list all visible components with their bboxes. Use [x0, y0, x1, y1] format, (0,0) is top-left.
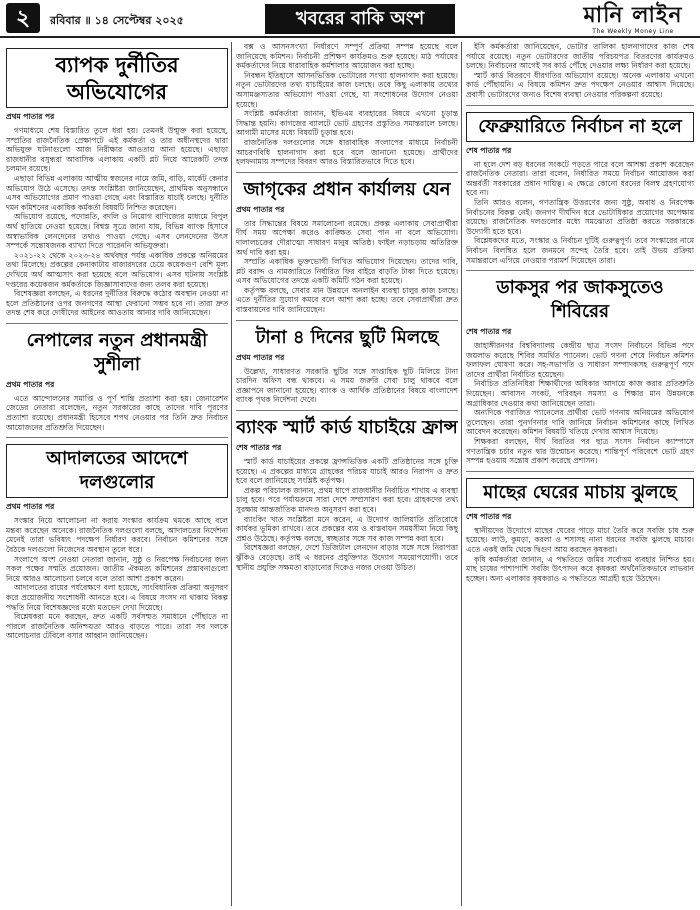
story-headline: টানা ৪ দিনের ছুটি মিলছে [255, 326, 439, 348]
story-divider [6, 437, 228, 438]
story-divider [6, 323, 228, 324]
story-headline: মাছের ঘেরের মাচায় ঝুলছে [466, 478, 694, 508]
story-headline: ডাকসুর পর জাকসুতেও শিবিরের [496, 277, 664, 323]
story-continued [236, 42, 458, 167]
story-body [236, 457, 458, 572]
story-byline: প্রথম পাতার পর [236, 204, 285, 214]
logo-tagline: The Weekly Money Line [592, 28, 674, 35]
story-divider [466, 270, 694, 271]
story-headline: নেপালের নতুন প্রধানমন্ত্রী সুশীলা [26, 329, 208, 375]
story-nepal [6, 329, 228, 432]
paragraph: স্থানীয়দের উদ্যোগে মাছের ঘেরের পাড়ে মাচা তৈরি করে সবজি চাষ শুরু হয়েছে। লাউ, কুমড়া, করলা ও শসাসহ নানা ধরনের সবজি ঝুলছে মাচায়। এতে একই জমি থেকে দ্বিগুণ আয় করছেন কৃষকরা। [466, 525, 694, 554]
paragraph: বিশেষজ্ঞরা বলছেন, দেশে ডিজিটাল লেনদেন বাড়ার সঙ্গে সঙ্গে নিরাপত্তা ঝুঁকিও বেড়েছে। তাই এ ধরনের প্রযুক্তিগত উদ্যোগ সময়োপযোগী। তবে স্থানীয় প্রযুক্তি সক্ষমতা বাড়ানোর দিকেও নজর দেওয়া উচিত। [236, 543, 458, 572]
paragraph: অন্যদিকে পরাজিত প্যানেলের প্রার্থীরা ভোট গণনায় অনিয়মের অভিযোগ তুলেছেন। তারা পুনর্গণনার দাবি জানিয়ে নির্বাচন কমিশনের কাছে লিখিত আবেদন করেছেন। কমিশন বিষয়টি খতিয়ে দেখার আশ্বাস দিয়েছে। [466, 408, 694, 437]
story-divider [236, 320, 458, 321]
story-court [6, 444, 228, 641]
paragraph: ২০২১-২২ থেকে ২০২৩-২৪ অর্থবছর পর্যন্ত একাধিক প্রকল্পে অনিয়মের তথ্য মিলেছে। প্রকল্পের কেনাকাটায় বাজারদরের চেয়ে কয়েকগুণ বেশি মূল্য দেখিয়ে অর্থ আত্মসাৎ করা হয়েছে বলে অভিযোগ। এসব ঘটনায় সংশ্লিষ্ট দপ্তরের কয়েকজন কর্মকর্তাকে জিজ্ঞাসাবাদের জন্য তলব করা হয়েছে। [6, 250, 228, 289]
story-headline: ব্যাংক স্মার্ট কার্ড যাচাইয়ে ফ্রান্স [236, 417, 458, 439]
story-body [6, 516, 228, 641]
story-jucsu [466, 276, 694, 466]
page-number: ২ [6, 3, 40, 33]
story-divider [466, 105, 694, 106]
paragraph: সংলাপে অংশ নেওয়া নেতারা জানান, সুষ্ঠু ও নিরপেক্ষ নির্বাচনের জন্য সকল পক্ষের সম্মতি প্রয়োজন। জাতীয় ঐকমত্য কমিশনের প্রস্তাবনাগুলো নিয়ে আরও আলোচনা চলবে বলে তারা আশা প্রকাশ করেন। [6, 554, 228, 583]
story-jagrik [236, 178, 458, 315]
story-byline: শেষ পাতার পর [466, 327, 512, 337]
story-body [6, 394, 228, 432]
page-header [0, 0, 700, 38]
paragraph: এতে আন্দোলনের সমাপ্তি ও পূর্ণ শান্তি প্রত্যাশা করা হয়। জেনারেশন জেডের নেতারা বলেছেন, নতুন সরকারের কাছে তাদের দাবি পূরণের প্রত্যাশা রয়েছে। প্রধানমন্ত্রী হিসেবে শপথ নেওয়ার পর তিনি দ্রুত নির্বাচন আয়োজনের প্রতিশ্রুতি দিয়েছেন। [6, 393, 228, 432]
story-byline: প্রথম পাতার পর [6, 112, 55, 121]
column-3 [466, 42, 694, 906]
story-body [236, 219, 458, 315]
story-february-election [466, 112, 694, 266]
story-byline: শেষ পাতার পর [466, 511, 512, 521]
paragraph: কৃষি কর্মকর্তারা জানান, এ পদ্ধতিতে জমির সর্বোত্তম ব্যবহার নিশ্চিত হয়। মাছ চাষের পাশাপাশি সবজি উৎপাদন করে কৃষকরা অর্থনৈতিকভাবে লাভবান হচ্ছেন। অন্য এলাকার কৃষকরাও এ পদ্ধতিতে আগ্রহী হয়ে উঠছেন। [466, 554, 694, 583]
story-body [6, 126, 228, 318]
paragraph: জাহাঙ্গীরনগর বিশ্ববিদ্যালয় কেন্দ্রীয় ছাত্র সংসদ নির্বাচনে বিভিন্ন পদে জয়লাভ করেছে শিবির সমর্থিত প্যানেল। ভোট গণনা শেষে নির্বাচন কমিশন ফলাফল ঘোষণা করে। সহ-সভাপতি ও সাধারণ সম্পাদকসহ গুরুত্বপূর্ণ পদে তাদের প্রার্থীরা নির্বাচিত হয়েছেন। [466, 341, 694, 379]
story-byline: শেষ পাতার পর [466, 145, 512, 155]
story-body [466, 341, 694, 466]
story-corruption [6, 48, 228, 318]
paragraph: তার সিদ্ধান্তের বিষয়ে সমালোচনা রয়েছে। প্রকল্প এলাকায় সেবাপ্রার্থীরা দীর্ঘ সময় অপেক্ষা করেও কাঙ্ক্ষিত সেবা পান না বলে অভিযোগ। দালালচক্রের দৌরাত্ম্যে সাধারণ মানুষ অতিষ্ঠ। ফাইল নড়াচড়ায় অতিরিক্ত অর্থ দাবি করা হয়। [236, 218, 458, 257]
paragraph: কর্তৃপক্ষ বলছে, সেবার মান উন্নয়নে অনলাইন ব্যবস্থা চালুর কাজ চলছে। এতে দুর্নীতির সুযোগ কমবে বলে আশা করা হচ্ছে। তবে সেবাপ্রার্থীরা দ্রুত বাস্তবায়নের দাবি জানিয়েছেন। [236, 285, 458, 315]
paragraph: নিবন্ধন ইতিহাসে আসনভিত্তিক ভোটারের সংখ্যা হালনাগাদ করা হয়েছে। নতুন ভোটারদের তথ্য যাচাইয়ের কাজ চলছে। তবে কিছু এলাকায় তথ্যের অসামঞ্জস্যতার অভিযোগ পাওয়া গেছে, যা সংশোধনের উদ্যোগ নেওয়া হয়েছে। [236, 70, 458, 109]
story-byline: প্রথম পাতার পর [236, 352, 285, 362]
story-divider [236, 172, 458, 173]
paragraph: ইসি কর্মকর্তারা জানিয়েছেন, ভোটার তালিকা হালনাগাদের কাজ শেষ পর্যায়ে রয়েছে। নতুন ভোটারদের জাতীয় পরিচয়পত্র বিতরণের কার্যক্রমও চলছে। নির্বাচনের আগেই সব কার্ড পৌঁছে দেওয়ার লক্ষ্য নির্ধারণ করা হয়েছে। [466, 42, 694, 71]
paragraph: তিনি আরও বলেন, গণতান্ত্রিক উত্তরণের জন্য সুষ্ঠু, অবাধ ও নিরপেক্ষ নির্বাচনের বিকল্প নেই। জনগণ দীর্ঘদিন ধরে ভোটাধিকার প্রয়োগের অপেক্ষায় রয়েছে। রাজনৈতিক দলগুলোর মধ্যে সমঝোতা প্রতিষ্ঠা করতে সরকারকে উদ্যোগী হতে হবে। [466, 197, 694, 236]
story-holiday [236, 326, 458, 405]
paragraph: রাজনৈতিক দলগুলোর সঙ্গে ধারাবাহিক সংলাপের মাধ্যমে নির্বাচনী আচরণবিধি হালনাগাদ করা হবে বলে জানানো হয়েছে। প্রার্থীদের হলফনামায় সম্পদের বিবরণ আরও বিস্তারিতভাবে দিতে হবে। [236, 137, 458, 167]
column-1 [6, 42, 228, 906]
logo-text: মানি লাইন [583, 2, 683, 28]
story-headline: জাগৃকের প্রধান কার্যালয় যেন [243, 178, 451, 200]
story-headline: ব্যাপক দুর্নীতির অভিযোগের [6, 48, 228, 108]
story-body [236, 42, 458, 167]
column-rule [231, 42, 232, 906]
story-smart-card [236, 416, 458, 572]
paragraph: না হলে দেশ বড় ধরনের সংকটে পড়তে পারে বলে আশঙ্কা প্রকাশ করেছেন রাজনৈতিক নেতারা। তারা বলেন, নির্ধারিত সময়ে নির্বাচন আয়োজন করা অন্তর্বর্তী সরকারের প্রধান দায়িত্ব। এ ক্ষেত্রে কোনো ধরনের বিলম্ব গ্রহণযোগ্য হবে না। [466, 159, 694, 198]
paragraph: এছাড়া বিভিন্ন এলাকায় আত্মীয় স্বজনের নামে জমি, বাড়ি, মার্কেট কেনার অভিযোগ উঠে এসেছে। তদন্ত সংশ্লিষ্টরা জানিয়েছেন, প্রাথমিক অনুসন্ধানে এসব অভিযোগের প্রমাণ পাওয়া গেছে এবং বিস্তারিত যাচাই চলছে। দুর্নীতি দমন কমিশনের একাধিক কর্মকর্তা বিষয়টি নিশ্চিত করেছেন। [6, 173, 228, 212]
paragraph: স্মার্ট কার্ড যাচাইয়ের প্রকল্পে ফ্রান্সভিত্তিক একটি প্রতিষ্ঠানের সঙ্গে চুক্তি হয়েছে। এ প্রকল্পের মাধ্যমে গ্রাহকের পরিচয় যাচাই আরও নিরাপদ ও দ্রুত হবে বলে জানিয়েছে সংশ্লিষ্ট কর্তৃপক্ষ। [236, 457, 458, 486]
story-fish-farm [466, 478, 694, 584]
section-title: খবরের বাকি অংশ [265, 4, 455, 34]
story-body [466, 160, 694, 266]
paragraph: সংস্কার নিয়ে আলোচনা না করায় সংস্কার কার্যক্রম থমকে আছে বলে মন্তব্য করেছেন অনেকে। রাজনৈতিক দলগুলো বলছে, আদালতের নির্দেশনা মেনেই তারা ভবিষ্যৎ পদক্ষেপ নির্ধারণ করবে। নির্বাচন কমিশনের সঙ্গে বৈঠকে দলগুলো নিজেদের অবস্থান তুলে ধরে। [6, 516, 228, 555]
story-byline: প্রথম পাতার পর [6, 502, 55, 512]
story-headline: ফেব্রুয়ারিতে নির্বাচন না হলে [466, 112, 694, 142]
paragraph: গণমাধ্যমে শেষ বিস্তারিত তুলে ধরা হয়। তেমনই উন্মুক্ত করা হয়েছে, সম্প্রতির রাজনৈতিক প্রেক্ষাপটে এই কর্মকর্তা ও তার অধীনস্থদের দ্বারা অভিযুক্ত ঘটনাগুলো আজ নিরীক্ষার আওতায় আনা হয়েছে। এছাড়া রাজধানীর বসুন্ধরা আবাসিক এলাকায় একটি প্লট নিয়ে আরেকটি তদন্ত চলমান রয়েছে। [6, 126, 228, 174]
paragraph: বক্স ও আসনসংখ্যা নির্ধারণে সম্পূর্ণ প্রক্রিয়া সম্পন্ন হয়েছে বলে জানিয়েছে কমিশন। নির্বাচনী প্রশিক্ষণ কার্যক্রমও শুরু হয়েছে। মাঠ পর্যায়ের কর্মকর্তাদের নিয়ে ধারাবাহিক কর্মশালার আয়োজন করা হচ্ছে। [236, 42, 458, 71]
issue-date: রবিবার ॥ ১৪ সেপ্টেম্বর ২০২৫ [50, 14, 184, 27]
column-2 [236, 42, 458, 906]
story-headline: আদালতের আদেশে দলগুলোর [6, 444, 228, 498]
paragraph: সম্প্রতি একাধিক ভুক্তভোগী লিখিত অভিযোগ দিয়েছেন। তাদের দাবি, প্লট বরাদ্দ ও নামজারিতে নির্ধারিত ফির বাইরে বাড়তি টাকা দিতে হয়েছে। এসব অভিযোগের তদন্তে একটি কমিটি গঠন করা হয়েছে। [236, 257, 458, 286]
paragraph: বিশেষজ্ঞরা বলছেন, এ ধরনের দুর্নীতির বিরুদ্ধে কঠোর অবস্থান নেওয়া না হলে প্রতিষ্ঠানের ওপর জনগণের আস্থা ফেরানো সম্ভব হবে না। তারা দ্রুত তদন্ত শেষ করে দোষীদের আইনের আওতায় আনার দাবি জানিয়েছেন। [6, 289, 228, 318]
paragraph: স্মার্ট কার্ড বিতরণে ধীরগতির অভিযোগ রয়েছে। অনেক এলাকায় এখনো কার্ড পৌঁছায়নি। এ বিষয়ে কমিশন দ্রুত পদক্ষেপ নেওয়ার আশ্বাস দিয়েছে। প্রবাসী ভোটারদের জন্যও বিশেষ ব্যবস্থা নেওয়ার পরিকল্পনা রয়েছে। [466, 70, 694, 99]
paragraph: নির্বাচিত প্রতিনিধিরা শিক্ষার্থীদের অধিকার আদায়ে কাজ করার প্রতিশ্রুতি দিয়েছেন। আবাসন সংকট, পরিবহন সমস্যা ও শিক্ষার মান উন্নয়নকে অগ্রাধিকার দেওয়ার কথা জানিয়েছেন তারা। [466, 379, 694, 408]
story-byline: প্রথম পাতার পর [6, 379, 55, 389]
story-divider [466, 471, 694, 472]
story-body [466, 42, 694, 100]
paragraph: শিক্ষকরা বলছেন, দীর্ঘ বিরতির পর ছাত্র সংসদ নির্বাচন ক্যাম্পাসে গণতান্ত্রিক চর্চার নতুন দ্বার উন্মোচন করেছে। শান্তিপূর্ণ পরিবেশে ভোট গ্রহণ সম্পন্ন হওয়ায় সন্তোষ প্রকাশ করেছে প্রশাসন। [466, 437, 694, 466]
paragraph: আদালতের রায়ের পর্যবেক্ষণে বলা হয়েছে, সাংবিধানিক প্রক্রিয়া অনুসরণ করে প্রয়োজনীয় সংশোধনী আনতে হবে। এ বিষয়ে সংসদ না থাকায় বিকল্প পদ্ধতি নিয়ে বিশেষজ্ঞদের মধ্যে মতভেদ দেখা দিয়েছে। [6, 583, 228, 612]
story-body [466, 526, 694, 584]
paragraph: উল্লেখ্য, সাধারণত সরকারি ছুটির সঙ্গে সাপ্তাহিক ছুটি মিলিয়ে টানা চারদিন অফিস বন্ধ থাকবে। এ সময় জরুরি সেবা চালু থাকবে বলে প্রজ্ঞাপনে জানানো হয়েছে। ব্যাংক ও আর্থিক প্রতিষ্ঠানের বিষয়ে বাংলাদেশ ব্যাংক পৃথক নির্দেশনা দেবে। [236, 366, 458, 405]
paragraph: ব্যাংকিং খাত সংশ্লিষ্টরা মনে করেন, এ উদ্যোগ জালিয়াতি প্রতিরোধে কার্যকর ভূমিকা রাখবে। তবে প্রকল্পের ব্যয় ও বাস্তবায়ন সময়সীমা নিয়ে কিছু প্রশ্নও উঠেছে। কর্তৃপক্ষ বলছে, স্বচ্ছতার সঙ্গে সব কাজ সম্পন্ন করা হবে। [236, 514, 458, 543]
paragraph: বিশ্লেষকদের মতে, সংস্কার ও নির্বাচন দুটিই গুরুত্বপূর্ণ। তবে সংস্কারের নামে নির্বাচন বিলম্বিত হলে জনমনে সন্দেহ তৈরি হবে। তাই উভয় প্রক্রিয়া সমান্তরালে এগিয়ে নেওয়ার পরামর্শ দিয়েছেন তারা। [466, 236, 694, 265]
paragraph: বিশ্লেষকরা মনে করছেন, দ্রুত একটি সর্বসম্মত সমাধানে পৌঁছাতে না পারলে রাজনৈতিক অনিশ্চয়তা আরও বাড়তে পারে। তারা সব দলকে আলোচনার টেবিলে বসার আহ্বান জানিয়েছেন। [6, 612, 228, 641]
story-divider [236, 410, 458, 411]
paragraph: সংশ্লিষ্ট কর্মকর্তারা জানান, ইভিএম ব্যবহারের বিষয়ে এখনো চূড়ান্ত সিদ্ধান্ত হয়নি। কাগজের ব্যালটে ভোট গ্রহণের প্রস্তুতিও সমান্তরালে চলছে। আগামী মাসের মধ্যে বিষয়টি চূড়ান্ত হবে। [236, 109, 458, 138]
story-continued [466, 42, 694, 100]
column-rule [461, 42, 462, 906]
paragraph: অভিযোগ রয়েছে, পদোন্নতি, বদলি ও নিয়োগ বাণিজ্যের মাধ্যমে বিপুল অর্থ হাতিয়ে নেওয়া হয়েছে। বিশ্বস্ত সূত্রে জানা যায়, বিভিন্ন ব্যাংক হিসাবে অস্বাভাবিক লেনদেনের তথ্যও পাওয়া গেছে। এসব লেনদেনের উৎস সম্পর্কে সন্তোষজনক ব্যাখ্যা দিতে পারেননি অভিযুক্তরা। [6, 212, 228, 251]
masthead-logo [574, 2, 692, 36]
story-byline: শেষ পাতার পর [236, 443, 282, 453]
story-body [236, 367, 458, 405]
paragraph: প্রকল্প পরিচালক জানান, প্রথম ধাপে রাজধানীর নির্বাচিত শাখায় এ ব্যবস্থা চালু হবে। পরে পর্যায়ক্রমে সারা দেশে সম্প্রসারণ করা হবে। গ্রাহকদের তথ্য সুরক্ষায় আন্তর্জাতিক মানদণ্ড অনুসরণ করা হবে। [236, 485, 458, 514]
